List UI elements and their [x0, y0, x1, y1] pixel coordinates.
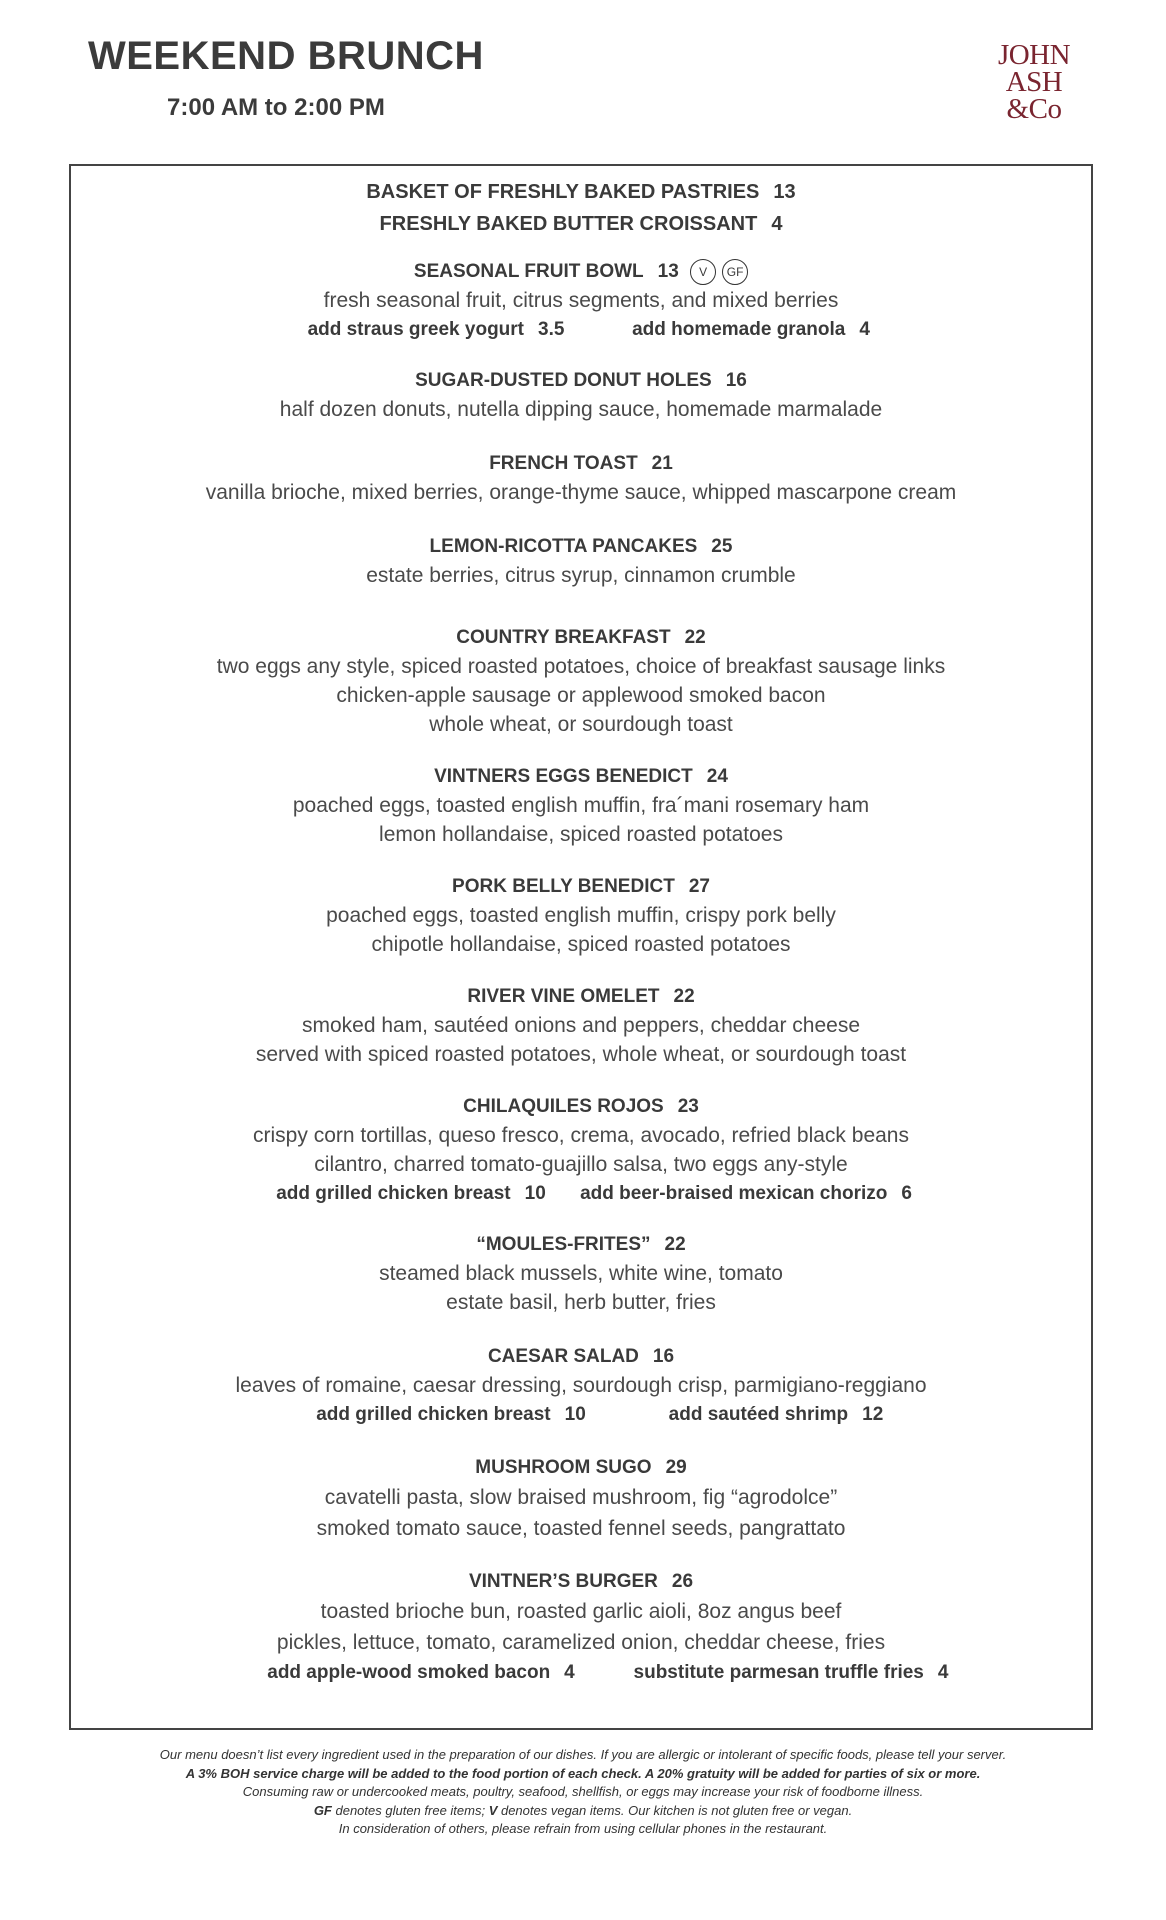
addon-label: add homemade granola	[632, 319, 846, 340]
allergy-notice: Our menu doesn’t list every ingredient used in the preparation of our dishes. If you are allergic or intolerant of specific foods, please tell your server.	[159, 1747, 1007, 1762]
addon-label: add sautéed shrimp	[668, 1404, 849, 1425]
item-description: toasted brioche bun, roasted garlic aioli, 8oz angus beef	[320, 1600, 842, 1623]
item-description: chipotle hollandaise, spiced roasted potatoes	[371, 933, 791, 956]
item-description: lemon hollandaise, spiced roasted potatoes	[379, 823, 783, 846]
item-title	[69, 258, 1093, 286]
item-description: vanilla brioche, mixed berries, orange-thyme sauce, whipped mascarpone cream	[205, 481, 957, 504]
item-description: crispy corn tortillas, queso fresco, crema, avocado, refried black beans	[253, 1124, 909, 1147]
addon-price: 10	[524, 1183, 546, 1204]
vegan-badge: V	[690, 259, 716, 285]
addon-label: add apple-wood smoked bacon	[267, 1662, 551, 1683]
addon	[256, 1400, 646, 1430]
item-description: pickles, lettuce, tomato, caramelized onion, cheddar cheese, fries	[276, 1631, 886, 1654]
logo-line: &Co	[1006, 93, 1062, 125]
item-description: served with spiced roasted potatoes, whole wheat, or sourdough toast	[255, 1043, 907, 1066]
item-description: estate basil, herb butter, fries	[446, 1291, 716, 1314]
item-name: BASKET OF FRESHLY BAKED PASTRIES	[366, 181, 760, 203]
item-title	[69, 1568, 1093, 1596]
item-name: PORK BELLY BENEDICT	[452, 876, 675, 897]
addon-label: add grilled chicken breast	[276, 1183, 511, 1204]
menu-item-caesar-salad	[69, 1343, 1093, 1430]
hours-text: 7:00 AM to 2:00 PM	[167, 94, 385, 121]
item-price: 4	[771, 213, 783, 235]
item-title	[69, 624, 1093, 652]
item-title	[69, 1343, 1093, 1371]
menu-item-pastries	[69, 176, 1093, 208]
item-description: fresh seasonal fruit, citrus segments, and mixed berries	[323, 289, 839, 312]
item-name: COUNTRY BREAKFAST	[456, 627, 671, 648]
item-description: two eggs any style, spiced roasted potatoes, choice of breakfast sausage links	[216, 655, 946, 678]
item-price: 25	[711, 536, 733, 557]
item-description: estate berries, citrus syrup, cinnamon crumble	[366, 564, 796, 587]
v-label: V	[488, 1802, 498, 1818]
dietary-text: denotes vegan items. Our kitchen is not gluten free or vegan.	[497, 1802, 853, 1818]
item-title	[69, 763, 1093, 791]
item-price: 16	[652, 1346, 675, 1367]
item-price: 24	[706, 766, 728, 787]
item-name: VINTNER’S BURGER	[468, 1571, 658, 1592]
addon	[631, 1658, 951, 1688]
item-addons	[69, 1658, 1093, 1688]
item-price: 29	[665, 1457, 687, 1478]
addon-label: add beer-braised mexican chorizo	[580, 1183, 888, 1204]
item-name: “MOULES-FRITES”	[476, 1234, 651, 1255]
item-name: RIVER VINE OMELET	[467, 986, 660, 1007]
item-price: 27	[688, 876, 710, 897]
item-price: 26	[671, 1571, 694, 1592]
addon-label: add grilled chicken breast	[316, 1404, 551, 1425]
addon-price: 12	[862, 1404, 884, 1425]
item-description: poached eggs, toasted english muffin, fra´mani rosemary ham	[292, 794, 870, 817]
item-price: 22	[684, 627, 706, 648]
item-name: MUSHROOM SUGO	[475, 1457, 652, 1478]
addon-price: 10	[564, 1404, 586, 1425]
item-price: 16	[725, 370, 747, 391]
item-name: SUGAR-DUSTED DONUT HOLES	[415, 370, 712, 391]
addon-price: 4	[564, 1662, 575, 1683]
addon-price: 6	[901, 1183, 912, 1204]
item-description: smoked ham, sautéed onions and peppers, cheddar cheese	[301, 1014, 861, 1037]
addon	[576, 1179, 916, 1209]
menu-item-vintners-benedict	[69, 763, 1093, 849]
item-price: 13	[657, 261, 679, 282]
item-description: chicken-apple sausage or applewood smoked bacon	[336, 684, 826, 707]
page-title: WEEKEND BRUNCH	[88, 34, 484, 78]
item-addons	[69, 1179, 1093, 1209]
menu-item-burger	[69, 1568, 1093, 1688]
item-name: CHILAQUILES ROJOS	[463, 1096, 664, 1117]
item-title	[69, 208, 1093, 240]
addon	[646, 1400, 906, 1430]
item-price: 22	[673, 986, 695, 1007]
item-name: CAESAR SALAD	[487, 1346, 639, 1367]
dietary-text: denotes gluten free items;	[331, 1802, 489, 1818]
item-description: leaves of romaine, caesar dressing, sourdough crisp, parmigiano-reggiano	[235, 1374, 927, 1397]
menu-item-moules-frites	[69, 1231, 1093, 1317]
menu-list	[69, 176, 1093, 1688]
item-description: smoked tomato sauce, toasted fennel seeds, pangrattato	[316, 1517, 846, 1540]
gf-label: GF	[313, 1802, 332, 1818]
menu-item-french-toast	[69, 450, 1093, 507]
addon-label: add straus greek yogurt	[307, 319, 525, 340]
item-name: FRESHLY BAKED BUTTER CROISSANT	[379, 213, 758, 235]
item-title	[69, 450, 1093, 478]
menu-item-pork-belly-benedict	[69, 873, 1093, 959]
item-price: 21	[651, 453, 673, 474]
item-price: 23	[677, 1096, 699, 1117]
gluten-free-badge: GF	[722, 259, 748, 285]
raw-food-warning: Consuming raw or undercooked meats, poultry, seafood, shellfish, or eggs may increase your risk of foodborne illness.	[242, 1784, 924, 1799]
logo-line: JOHN	[997, 39, 1071, 71]
item-title	[69, 176, 1093, 208]
item-title	[69, 1454, 1093, 1482]
addon-price: 4	[937, 1662, 949, 1683]
menu-item-fruit-bowl	[69, 258, 1093, 345]
menu-item-donut-holes	[69, 367, 1093, 424]
item-title	[69, 1093, 1093, 1121]
phone-notice: In consideration of others, please refrain from using cellular phones in the restaurant.	[338, 1821, 828, 1836]
item-name: LEMON-RICOTTA PANCAKES	[429, 536, 698, 557]
item-name: SEASONAL FRUIT BOWL	[413, 261, 644, 282]
item-price: 22	[664, 1234, 686, 1255]
item-name: VINTNERS EGGS BENEDICT	[434, 766, 693, 787]
addon-label: substitute parmesan truffle fries	[633, 1662, 924, 1683]
item-description: whole wheat, or sourdough toast	[429, 713, 733, 736]
item-description: cavatelli pasta, slow braised mushroom, fig “agrodolce”	[324, 1486, 838, 1509]
item-title	[69, 367, 1093, 395]
addon	[271, 315, 601, 345]
menu-item-mushroom-sugo	[69, 1454, 1093, 1544]
menu-item-pancakes	[69, 533, 1093, 590]
service-charge-notice: A 3% BOH service charge will be added to the food portion of each check. A 20% gratuity will be added for parties of six or more.	[185, 1765, 981, 1781]
addon-price: 4	[859, 319, 870, 340]
addon-price: 3.5	[538, 319, 565, 340]
item-title	[69, 873, 1093, 901]
menu-item-croissant	[69, 208, 1093, 240]
item-description: cilantro, charred tomato-guajillo salsa, two eggs any-style	[314, 1153, 848, 1176]
item-description: half dozen donuts, nutella dipping sauce, homemade marmalade	[279, 398, 883, 421]
menu-item-chilaquiles	[69, 1093, 1093, 1209]
menu-footer	[0, 1746, 1166, 1839]
item-description: steamed black mussels, white wine, tomato	[379, 1262, 783, 1285]
item-title	[69, 983, 1093, 1011]
addon	[246, 1179, 576, 1209]
item-description: poached eggs, toasted english muffin, crispy pork belly	[326, 904, 836, 927]
addon	[601, 315, 901, 345]
item-addons	[69, 1400, 1093, 1430]
item-title	[69, 533, 1093, 561]
item-addons	[69, 315, 1093, 345]
menu-item-country-breakfast	[69, 624, 1093, 739]
item-title	[69, 1231, 1093, 1259]
menu-item-omelet	[69, 983, 1093, 1069]
addon	[211, 1658, 631, 1688]
dietary-legend	[0, 1802, 1166, 1821]
restaurant-logo	[994, 39, 1074, 125]
item-price: 13	[773, 181, 796, 203]
logo-line: ASH	[1005, 66, 1063, 98]
item-name: FRENCH TOAST	[489, 453, 638, 474]
